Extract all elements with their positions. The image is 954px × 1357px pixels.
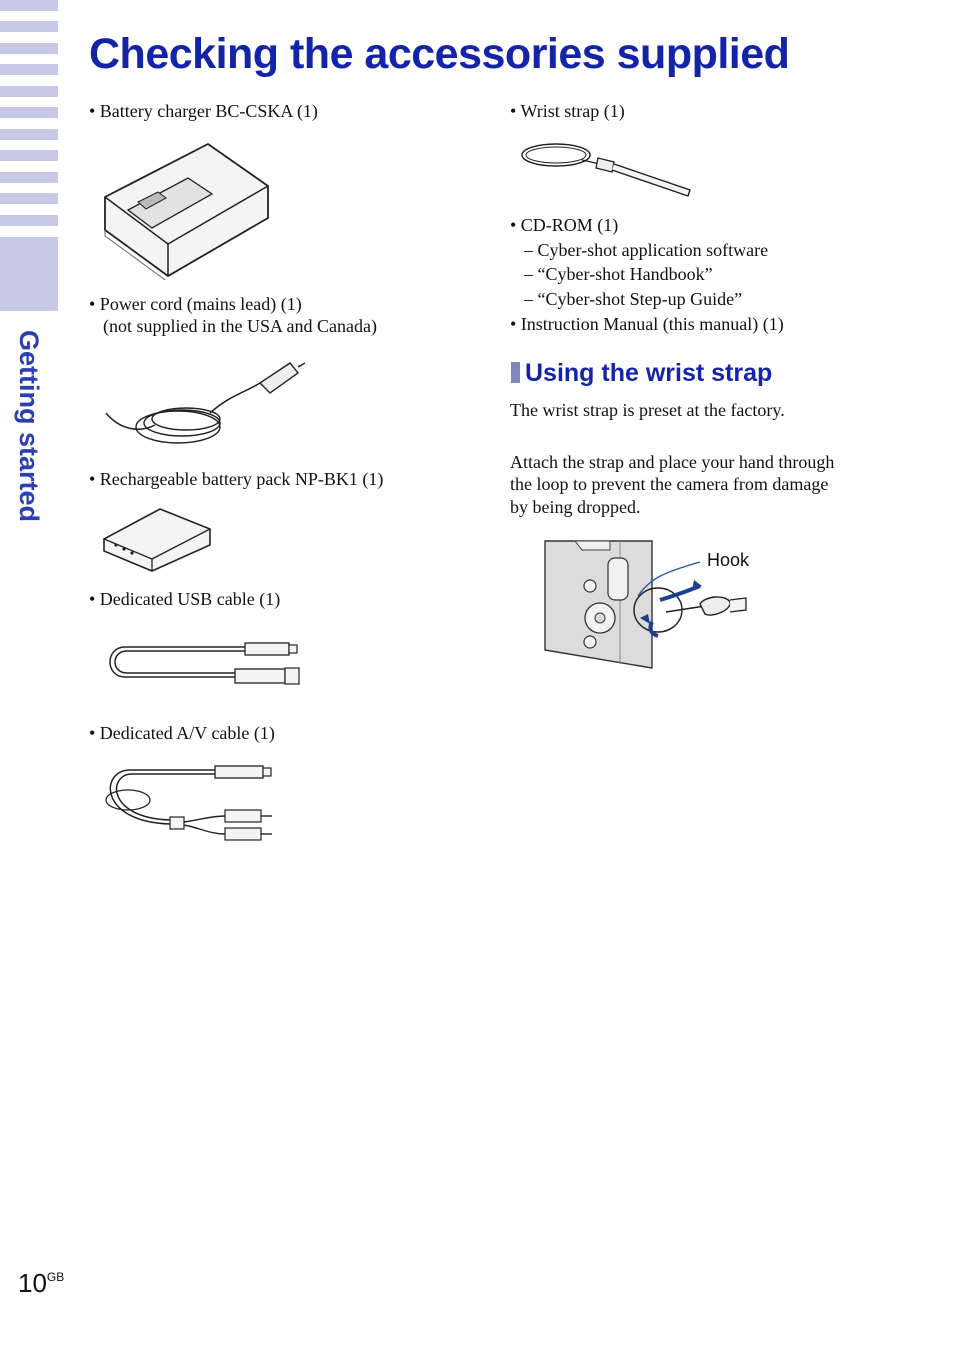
- accessory-cdrom-label: • CD-ROM (1): [510, 215, 619, 235]
- wrist-strap-para-line: by being dropped.: [510, 497, 641, 517]
- wrist-strap-heading-text: Using the wrist strap: [525, 359, 773, 387]
- sidebar-stripe: [0, 129, 58, 140]
- sidebar-stripe: [0, 193, 58, 204]
- accessory-wrist-strap-label: • Wrist strap (1): [510, 101, 625, 121]
- page-number: [18, 1268, 64, 1299]
- hook-label: Hook: [707, 550, 750, 570]
- wrist-strap-para-line: the loop to prevent the camera from damage: [510, 474, 829, 494]
- wrist-strap-section-heading: [511, 359, 772, 388]
- sidebar-section-label: Getting started: [14, 330, 44, 523]
- sidebar-stripe: [0, 150, 58, 161]
- sidebar-stripe: [0, 86, 58, 97]
- accessory-av-cable-label: • Dedicated A/V cable (1): [89, 723, 275, 743]
- wrist-strap-icon: [518, 138, 698, 200]
- wrist-strap-para-preset: The wrist strap is preset at the factory.: [510, 400, 785, 420]
- cdrom-item: – Cyber-shot application software: [524, 240, 769, 260]
- battery-charger-icon: [100, 140, 275, 280]
- usb-cable-icon: [105, 635, 305, 695]
- accessory-instruction-manual-label: • Instruction Manual (this manual) (1): [510, 314, 784, 334]
- page-number-suffix: GB: [46, 1270, 65, 1284]
- sidebar-stripe: [0, 64, 58, 75]
- sidebar-stripe: [0, 172, 58, 183]
- sidebar-stripe: [0, 21, 58, 32]
- cdrom-item: – “Cyber-shot Handbook”: [524, 264, 713, 284]
- accessory-power-cord-note: (not supplied in the USA and Canada): [103, 316, 377, 336]
- accessory-power-cord-label: • Power cord (mains lead) (1): [89, 294, 302, 314]
- sidebar-stripe: [0, 215, 58, 226]
- sidebar-stripe: [0, 107, 58, 118]
- page-number-value: 10: [18, 1268, 47, 1298]
- sidebar-stripe: [0, 0, 58, 11]
- sidebar-stripe: [0, 43, 58, 54]
- accessory-battery-charger-label: • Battery charger BC-CSKA (1): [89, 101, 318, 121]
- sidebar-section-tab: [0, 237, 58, 311]
- accessory-usb-cable-label: • Dedicated USB cable (1): [89, 589, 281, 609]
- accessory-battery-pack-label: • Rechargeable battery pack NP-BK1 (1): [89, 469, 384, 489]
- heading-marker-icon: [511, 362, 520, 383]
- cdrom-item: – “Cyber-shot Step-up Guide”: [524, 289, 743, 309]
- battery-pack-icon: [100, 505, 215, 575]
- av-cable-icon: [100, 762, 280, 842]
- wrist-strap-para-line: Attach the strap and place your hand through: [510, 452, 835, 472]
- page-title: Checking the accessories supplied: [89, 30, 790, 78]
- power-cord-icon: [100, 355, 310, 455]
